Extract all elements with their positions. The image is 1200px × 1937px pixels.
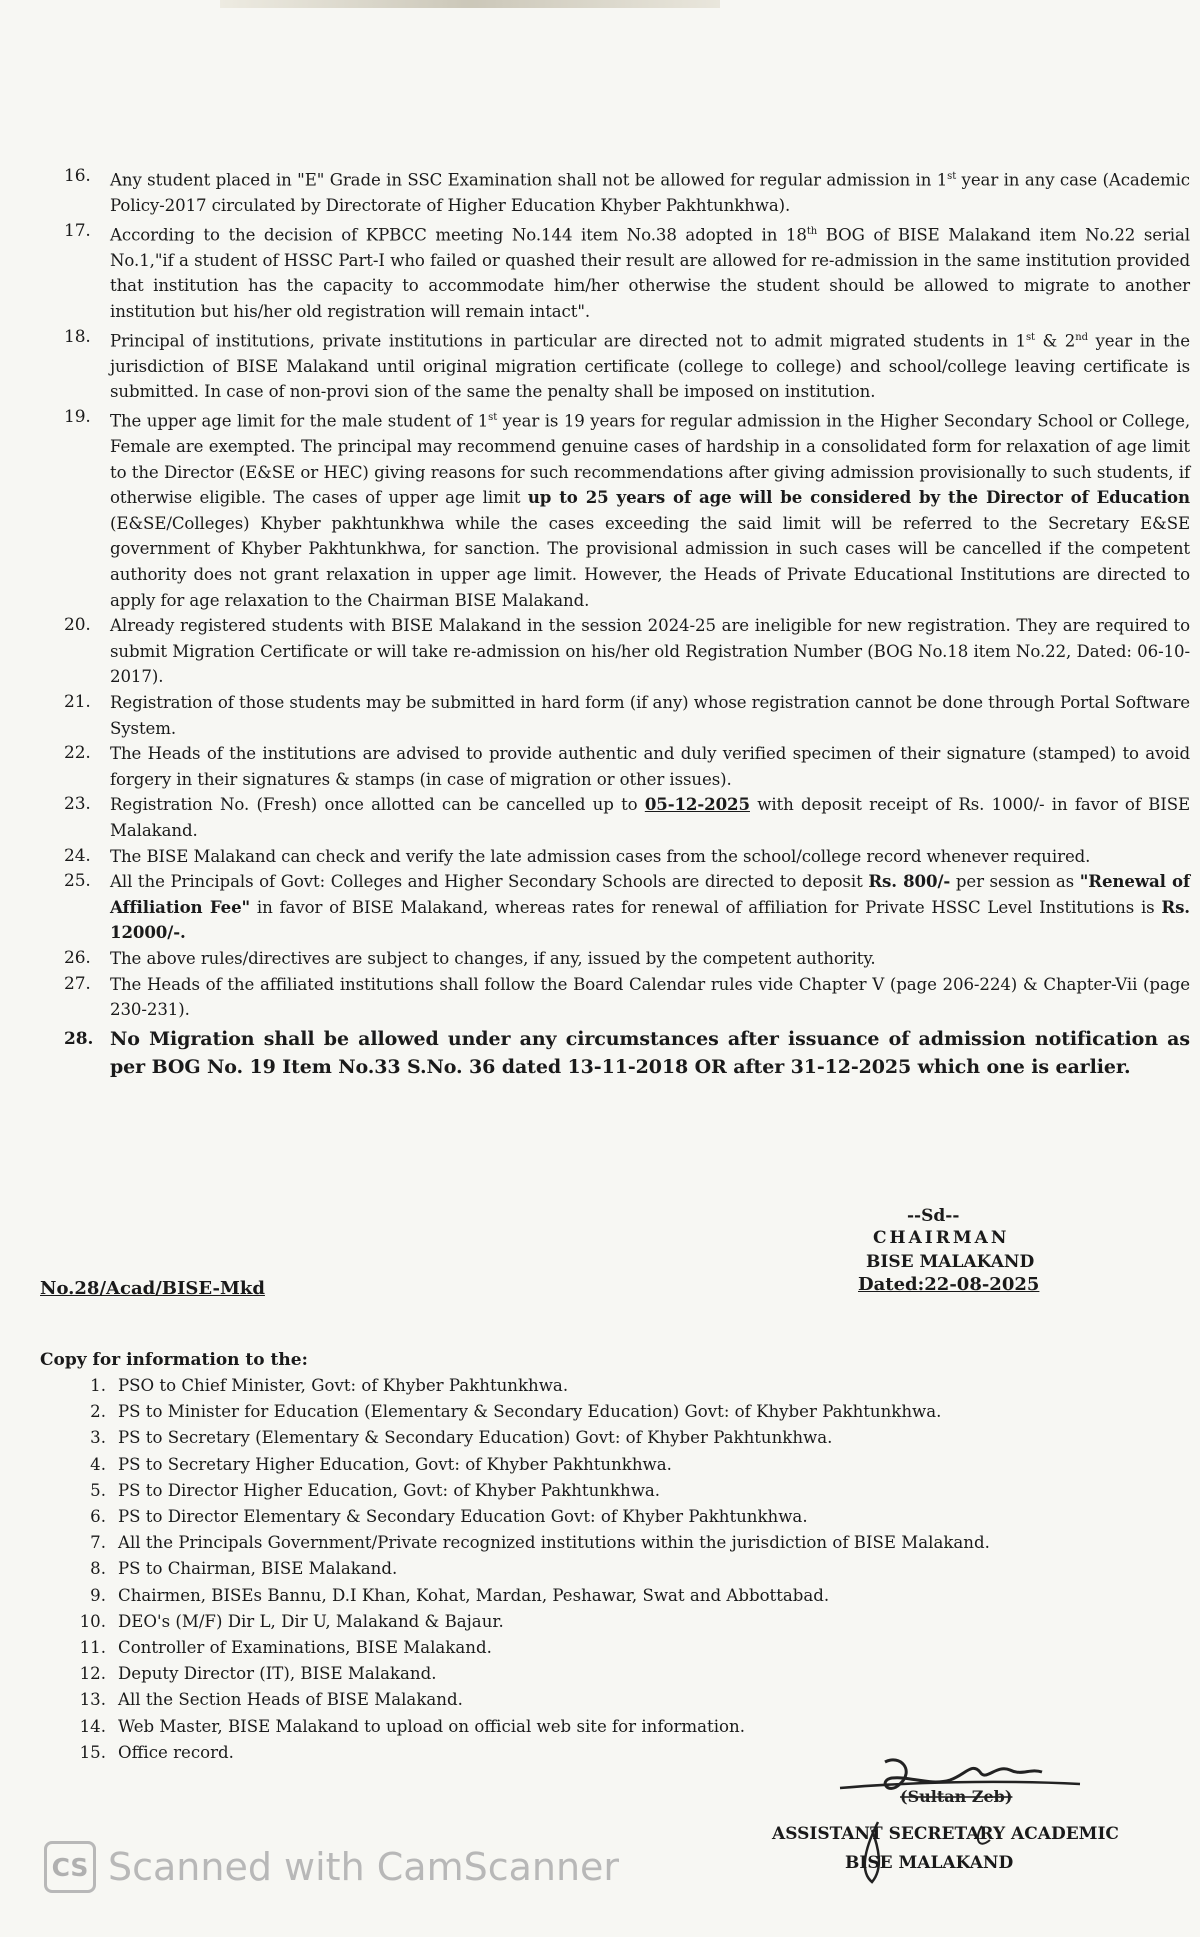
copy-number: 15. bbox=[79, 1742, 106, 1762]
rule-text: & 2 bbox=[1034, 331, 1076, 351]
copy-number: 11. bbox=[79, 1638, 106, 1658]
copy-text: Chairmen, BISEs Bannu, D.I Khan, Kohat, Mardan, Peshawar, Swat and Abbottabad. bbox=[118, 1585, 830, 1605]
rule-number: 17. bbox=[64, 220, 91, 241]
rule-item bbox=[64, 325, 1190, 405]
rule-number: 25. bbox=[64, 871, 91, 892]
rule-text: 05-12-2025 bbox=[644, 794, 750, 815]
copy-item bbox=[64, 1661, 1064, 1687]
rule-number: 20. bbox=[64, 615, 91, 636]
rule-item bbox=[64, 946, 1190, 972]
copy-item bbox=[64, 1373, 1064, 1399]
camscanner-watermark bbox=[44, 1841, 619, 1893]
copy-item bbox=[64, 1556, 1064, 1582]
rule-text: The BISE Malakand can check and verify the late admission cases from the school/college record whenever required. bbox=[110, 846, 1091, 866]
copy-text: PS to Secretary (Elementary & Secondary Education) Govt: of Khyber Pakhtunkhwa. bbox=[118, 1428, 833, 1448]
copy-text: Controller of Examinations, BISE Malakand. bbox=[118, 1638, 492, 1658]
copy-item bbox=[64, 1425, 1064, 1451]
rule-text: Rs. 12000/-. bbox=[110, 896, 1190, 943]
rule-number: 19. bbox=[64, 406, 91, 427]
copy-number: 13. bbox=[79, 1690, 106, 1710]
rule-number: 16. bbox=[64, 166, 91, 186]
rule-item bbox=[64, 690, 1190, 741]
rule-text: in favor of BISE Malakand, whereas rates for renewal of affiliation for Private HSSC Level Institutions is bbox=[250, 897, 1162, 917]
rule-item bbox=[64, 1025, 1190, 1081]
copy-text: PS to Chairman, BISE Malakand. bbox=[118, 1559, 398, 1579]
rule-text: Registration of those students may be submitted in hard form (if any) whose registration cannot be done through Portal Software System. bbox=[110, 693, 1190, 738]
chairman-title: CHAIRMAN bbox=[873, 1228, 1010, 1248]
copy-number: 4. bbox=[90, 1454, 106, 1474]
scan-top-edge bbox=[220, 0, 720, 8]
copy-number: 10. bbox=[79, 1611, 106, 1631]
copy-text: PS to Secretary Higher Education, Govt: of Khyber Pakhtunkhwa. bbox=[118, 1454, 672, 1474]
copy-number: 12. bbox=[79, 1664, 106, 1684]
rule-text: The Heads of the affiliated institutions shall follow the Board Calendar rules vide Chapter V (page 206-224) & Chapter-Vii (page 230-231). bbox=[110, 974, 1190, 1020]
rule-text: According to the decision of KPBCC meeting No.144 item No.38 adopted in 18 bbox=[110, 225, 807, 245]
rule-number: 28. bbox=[64, 1028, 94, 1049]
rule-text: with deposit receipt of Rs. 1000/- in favor of BISE Malakand. bbox=[110, 795, 1190, 840]
copy-number: 14. bbox=[79, 1716, 106, 1736]
copy-number: 2. bbox=[90, 1402, 106, 1422]
rule-item bbox=[64, 741, 1190, 792]
copy-heading: Copy for information to the: bbox=[40, 1350, 308, 1370]
rule-text: All the Principals of Govt: Colleges and Higher Secondary Schools are directed to deposit bbox=[110, 872, 869, 892]
copy-list bbox=[64, 1373, 1064, 1766]
rule-number: 18. bbox=[64, 326, 91, 347]
signatory-title: ASSISTANT SECRETARY ACADEMIC bbox=[772, 1824, 1119, 1844]
rule-item bbox=[64, 613, 1190, 690]
rule-number: 22. bbox=[64, 743, 91, 764]
copy-text: PS to Minister for Education (Elementary & Secondary Education) Govt: of Khyber Pakhtunkhwa. bbox=[118, 1402, 942, 1422]
rule-text: The above rules/directives are subject to changes, if any, issued by the competent authority. bbox=[110, 948, 876, 968]
rule-text: st bbox=[1025, 331, 1035, 343]
copy-number: 6. bbox=[90, 1507, 106, 1527]
rule-text: No Migration shall be allowed under any circumstances after issuance of admission notification as per BOG No. 19 Item No.33 S.No. 36 dated 13-11-2018 OR after 31-12-2025 which one is earlier. bbox=[110, 1027, 1190, 1078]
copy-item bbox=[64, 1504, 1064, 1530]
copy-text: Office record. bbox=[118, 1742, 234, 1762]
rule-number: 27. bbox=[64, 973, 91, 994]
rule-text: Rs. 800/- bbox=[868, 871, 951, 892]
copy-text: DEO's (M/F) Dir L, Dir U, Malakand & Bajaur. bbox=[118, 1611, 504, 1631]
dated-line: Dated:22-08-2025 bbox=[858, 1274, 1040, 1295]
rule-text: BOG of BISE Malakand item No.22 serial No.1,"if a student of HSSC Part-I who failed or quashed their result are allowed for re-admission in the same institution provided that institution has the capacity to accommodate him/her otherwise the student should be allowed to migrate to another institution but his/her old registration will remain intact". bbox=[110, 225, 1190, 322]
rule-text: year in any case (Academic Policy-2017 circulated by Directorate of Higher Education Khyber Pakhtunkhwa). bbox=[110, 170, 1190, 216]
copy-text: All the Principals Government/Private recognized institutions within the jurisdiction of BISE Malakand. bbox=[118, 1533, 990, 1553]
rule-text: up to 25 years of age will be considered by the Director of Education bbox=[527, 487, 1190, 508]
copy-text: PSO to Chief Minister, Govt: of Khyber Pakhtunkhwa. bbox=[118, 1376, 569, 1395]
rule-text: Principal of institutions, private institutions in particular are directed not to admit migrated students in 1 bbox=[110, 331, 1026, 351]
rule-text: th bbox=[806, 225, 818, 237]
copy-number: 5. bbox=[90, 1480, 106, 1500]
copy-item bbox=[64, 1530, 1064, 1556]
copy-item bbox=[64, 1399, 1064, 1425]
copy-item bbox=[64, 1609, 1064, 1635]
copy-item bbox=[64, 1478, 1064, 1504]
chairman-org: BISE MALAKAND bbox=[866, 1252, 1035, 1272]
rule-text: year in the jurisdiction of BISE Malakand until original migration certificate (college to college) and school/college leaving certificate is submitted. In case of non-provi sion of the same the penalty shall be imposed on institution. bbox=[110, 331, 1190, 402]
copy-item bbox=[64, 1714, 1064, 1740]
copy-text: Web Master, BISE Malakand to upload on official web site for information. bbox=[118, 1716, 745, 1736]
rule-item bbox=[64, 405, 1190, 613]
rule-text: st bbox=[947, 171, 957, 182]
rule-text: Registration No. (Fresh) once allotted can be cancelled up to bbox=[110, 795, 645, 815]
rule-item bbox=[64, 972, 1190, 1023]
rule-text: The Heads of the institutions are advised to provide authentic and duly verified specimen of their signature (stamped) to avoid forgery in their signatures & stamps (in case of migration or other issues). bbox=[110, 744, 1190, 789]
copy-text: All the Section Heads of BISE Malakand. bbox=[118, 1690, 463, 1710]
copy-text: PS to Director Elementary & Secondary Education Govt: of Khyber Pakhtunkhwa. bbox=[118, 1507, 808, 1527]
camscanner-text: Scanned with CamScanner bbox=[108, 1845, 620, 1889]
rule-number: 21. bbox=[64, 692, 91, 712]
copy-number: 9. bbox=[90, 1585, 106, 1605]
rule-text: The upper age limit for the male student of 1 bbox=[110, 411, 489, 431]
rule-text: per session as bbox=[950, 872, 1080, 892]
rule-text: "Renewal of Affiliation Fee" bbox=[110, 871, 1191, 917]
signed-mark: --Sd-- bbox=[907, 1206, 960, 1226]
rules-list bbox=[64, 164, 1190, 1081]
copy-text: PS to Director Higher Education, Govt: of Khyber Pakhtunkhwa. bbox=[118, 1480, 661, 1500]
rule-item bbox=[64, 869, 1190, 946]
copy-item bbox=[64, 1583, 1064, 1609]
copy-number: 3. bbox=[90, 1428, 106, 1448]
copy-number: 8. bbox=[90, 1559, 106, 1579]
copy-item bbox=[64, 1635, 1064, 1661]
copy-item bbox=[64, 1452, 1064, 1478]
copy-text: Deputy Director (IT), BISE Malakand. bbox=[118, 1664, 437, 1684]
rule-text: Already registered students with BISE Malakand in the session 2024-25 are ineligible for new registration. They are required to submit Migration Certificate or will take re-admission on his/her old Registration Number (BOG No.18 item No.22, Dated: 06-10-2017). bbox=[110, 616, 1190, 687]
rule-number: 26. bbox=[64, 947, 91, 968]
rule-text: nd bbox=[1075, 331, 1088, 343]
rule-item bbox=[64, 164, 1190, 219]
rule-number: 23. bbox=[64, 794, 91, 815]
copy-item bbox=[64, 1687, 1064, 1713]
copy-number: 1. bbox=[90, 1376, 106, 1395]
rule-item bbox=[64, 792, 1190, 843]
copy-number: 7. bbox=[90, 1533, 106, 1553]
rule-text: st bbox=[488, 411, 498, 423]
rule-text: year is 19 years for regular admission in the Higher Secondary School or College, Female are exempted. The principal may recommend genuine cases of hardship in a consolidated form for relaxation of age limit to the Director (E&SE or HEC) giving reasons for such recommendations after giving admission provisionally to such students, if otherwise eligible. The cases of upper age limit bbox=[110, 411, 1190, 508]
rule-item bbox=[64, 844, 1190, 870]
rule-text: Any student placed in "E" Grade in SSC Examination shall not be allowed for regular admission in 1 bbox=[110, 170, 948, 190]
reference-number: No.28/Acad/BISE-Mkd bbox=[40, 1278, 265, 1299]
camscanner-logo-icon: CS bbox=[44, 1841, 96, 1893]
rule-item bbox=[64, 219, 1190, 325]
signature-name: (Sultan Zeb) bbox=[900, 1787, 1013, 1806]
rule-text: (E&SE/Colleges) Khyber pakhtunkhwa while the cases exceeding the said limit will be referred to the Secretary E&SE government of Khyber Pakhtunkhwa, for sanction. The provisional admission in such cases will be cancelled if the competent authority does not grant relaxation in upper age limit. However, the Heads of Private Educational Institutions are directed to apply for age relaxation to the Chairman BISE Malakand. bbox=[110, 513, 1190, 610]
signatory-org: BISE MALAKAND bbox=[845, 1853, 1014, 1873]
rule-number: 24. bbox=[64, 845, 91, 866]
